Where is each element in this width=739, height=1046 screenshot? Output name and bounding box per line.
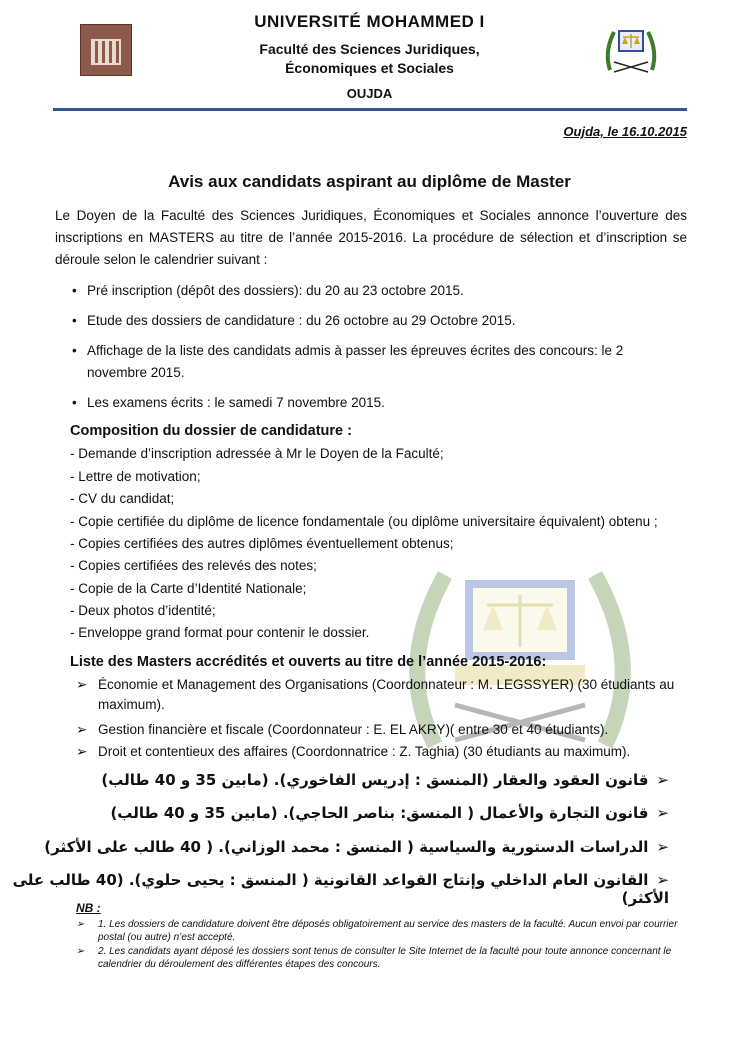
faculty-name-line1: Faculté des Sciences Juridiques, [259, 41, 480, 57]
arrow-bullet-icon: ➢ [76, 946, 85, 957]
arrow-bullet-icon: ➢ [656, 804, 669, 822]
nb-note: ➢ 1. Les dossiers de candidature doivent être déposés obligatoirement au service des masters de la faculté. Aucun envoi par courrier postal (ou autre) n’est accepté. [76, 919, 678, 943]
dossier-item: - Demande d’inscription adressée à Mr le Doyen de la Faculté; [70, 446, 444, 461]
header-divider [53, 108, 687, 111]
arrow-bullet-icon: ➢ [76, 677, 88, 692]
intro-paragraph: Le Doyen de la Faculté des Sciences Juridiques, Économiques et Sociales annonce l’ouverture des inscriptions en MASTERS au titre de l’année 2015-2016. La procédure de sélection et d’inscription se déroule selon le calendrier suivant : [55, 208, 687, 267]
dossier-heading: Composition du dossier de candidature : [70, 423, 352, 439]
arrow-bullet-icon: ➢ [656, 871, 669, 889]
master-item: ➢ Gestion financière et fiscale (Coordonnateur : E. EL AKRY)( entre 30 et 40 étudiants). [76, 720, 687, 740]
nb-note: ➢ 2. Les candidats ayant déposé les dossiers sont tenus de consulter le Site Internet de la faculté pour toute annonce concernant le calendrier du déroulement des différentes étapes des concours. [76, 946, 672, 970]
arrow-bullet-icon: ➢ [76, 744, 88, 759]
university-name: UNIVERSITÉ MOHAMMED I [254, 12, 485, 31]
arrow-bullet-icon: ➢ [656, 771, 669, 789]
calendar-item: • Affichage de la liste des candidats admis à passer les épreuves écrites des concours: le 2 novembre 2015. [72, 340, 687, 384]
arrow-bullet-icon: ➢ [656, 838, 669, 856]
bullet-icon: • [72, 313, 77, 328]
dossier-item: - Lettre de motivation; [70, 469, 201, 484]
dossier-item: - Copie de la Carte d’Identité Nationale; [70, 581, 307, 596]
dossier-item: - Copies certifiées des relevés des notes; [70, 558, 317, 573]
faculty-name-line2: Économiques et Sociales [285, 60, 454, 76]
document-date: Oujda, le 16.10.2015 [563, 124, 687, 139]
faculty-name [0, 40, 739, 78]
master-item-arabic: ➢القانون العام الداخلي وإنتاج القواعد القانونية ( المنسق : يحيى حلوي). (40 طالب على الأكثر) [12, 871, 669, 907]
dossier-item: - Enveloppe grand format pour contenir le dossier. [70, 625, 370, 640]
master-item-arabic: ➢قانون التجارة والأعمال ( المنسق: بناصر الحاجي). (مابين 35 و 40 طالب) [110, 804, 669, 822]
notice-title: Avis aux candidats aspirant au diplôme de Master [168, 172, 571, 191]
dossier-item: - Copie certifiée du diplôme de licence fondamentale (ou diplôme universitaire équivalent) obtenu ; [70, 514, 658, 529]
bullet-icon: • [72, 283, 77, 298]
dossier-item: - CV du candidat; [70, 491, 175, 506]
master-item: ➢ Économie et Management des Organisations (Coordonnateur : M. LEGSSYER) (30 étudiants au maximum). [76, 677, 675, 712]
masters-heading: Liste des Masters accrédités et ouverts au titre de l’année 2015-2016: [70, 654, 547, 670]
nb-label: NB : [76, 901, 101, 915]
master-item-arabic: ➢قانون العقود والعقار (المنسق : إدريس الفاخوري). (مابين 35 و 40 طالب) [101, 771, 669, 789]
arrow-bullet-icon: ➢ [76, 919, 85, 930]
calendar-item: • Pré inscription (dépôt des dossiers): du 20 au 23 octobre 2015. [72, 280, 687, 302]
bullet-icon: • [72, 343, 77, 358]
master-item-arabic: ➢الدراسات الدستورية والسياسية ( المنسق : محمد الوزاني). ( 40 طالب على الأكثر) [44, 838, 669, 856]
master-item: ➢ Droit et contentieux des affaires (Coordonnatrice : Z. Taghia) (30 étudiants au maximum). [76, 742, 687, 762]
dossier-item: - Copies certifiées des autres diplômes éventuellement obtenus; [70, 536, 454, 551]
arrow-bullet-icon: ➢ [76, 722, 88, 737]
calendar-item: • Etude des dossiers de candidature : du 26 octobre au 29 Octobre 2015. [72, 310, 687, 332]
dossier-item: - Deux photos d’identité; [70, 603, 216, 618]
calendar-item: • Les examens écrits : le samedi 7 novembre 2015. [72, 392, 687, 414]
bullet-icon: • [72, 395, 77, 410]
city-name: OUJDA [346, 86, 393, 101]
